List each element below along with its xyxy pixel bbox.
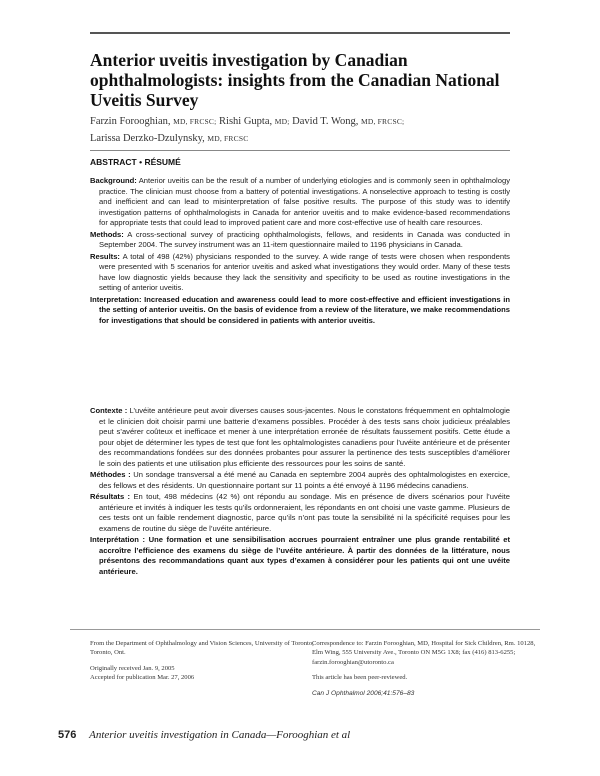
abstract-methods	[90, 230, 510, 251]
accepted-date: Accepted for publication Mar. 27, 2006	[90, 674, 195, 682]
section-text: Anterior uveitis can be the result of a number of underlying etiologies and is commonly seen in ophthalmology practice. The clinician must choose from a battery of potential investigations. A nonselective approach to testing is costly and inefficient and can lead to misinterpretation of false positive results. The purpose of this study was to identify investigation patterns of ophthalmologists in Canada for anterior uveitis and to make evidence-based recommendations for appropriate tests that could lead to improved patient care and more cost-effective use of health care resources.	[99, 176, 510, 227]
resume-interpretation	[90, 535, 510, 577]
author-list	[90, 113, 510, 147]
peer-review-note: This article has been peer-reviewed.	[312, 674, 408, 682]
footnote-left-column	[90, 639, 315, 683]
journal-citation: Can J Ophthalmol 2006;41:576–83	[312, 689, 415, 697]
running-title: Anterior uveitis investigation in Canada—Forooghian et al	[89, 729, 351, 741]
resume-contexte	[90, 406, 510, 469]
abstract-heading: ABSTRACT • RÉSUMÉ	[90, 157, 181, 167]
section-label: Background:	[90, 176, 137, 185]
abstract-english	[90, 176, 510, 327]
section-text: A total of 498 (42%) physicians responded to the survey. A wide range of tests were chosen when respondents were presented with 5 scenarios for anterior uveitis and asked what investigations they would order. Many of these tests have low diagnostic yields because they lack the sensitivity and specificity to be used as routine investigations in the setting of anterior uveitis.	[99, 251, 510, 292]
section-label: Résultats :	[90, 492, 131, 501]
author-degrees: MD, FRCSC;	[361, 117, 405, 126]
abstract-results	[90, 252, 510, 294]
footnote-rule	[70, 629, 540, 630]
affiliation-note: From the Department of Ophthalmology and Vision Sciences, University of Toronto, Toronto, Ont.	[90, 640, 314, 657]
author-degrees: MD, FRCSC	[207, 134, 249, 143]
section-label: Interprétation :	[90, 535, 146, 544]
section-text: Un sondage transversal a été mené au Canada en septembre 2004 auprès des ophtalmologistes en exercice, des fellows et des résidents. Un questionnaire portant sur 11 points a été envoyé à 1196 médecins canadiens.	[99, 470, 510, 490]
author-degrees: MD;	[274, 117, 290, 126]
abstract-interpretation	[90, 295, 510, 327]
footnote-right-column	[312, 639, 537, 698]
abstract-french	[90, 406, 510, 578]
article-title: Anterior uveitis investigation by Canadian ophthalmologists: insights from the Canadian National Uveitis Survey	[90, 50, 500, 110]
section-label: Results:	[90, 251, 120, 261]
section-text: En tout, 498 médecins (42 %) ont répondu au sondage. Mis en présence de divers scénarios pour l’uvéite antérieure et invités à indiquer les tests qu’ils ordonneraient, les répondants en ont choisi une vaste gamme. Plusieurs de ces tests ont un faible rendement diagnostic, parce qu’ils n’ont pas toute la sensibilité ni la spécificité requises pour les examens de routine du siège de l’uvéite antérieure.	[99, 492, 510, 533]
author-name: David T. Wong,	[292, 116, 359, 127]
top-rule	[90, 32, 510, 34]
abstract-background	[90, 176, 510, 229]
section-label: Méthodes :	[90, 470, 131, 479]
resume-methodes	[90, 470, 510, 491]
page-footer	[58, 729, 350, 741]
section-text: A cross-sectional survey of practicing ophthalmologists, fellows, and residents in Canada was conducted in September 2004. The survey instrument was an 11-item questionnaire mailed to 1196 physicians in Canada.	[99, 229, 510, 249]
section-text: Increased education and awareness could lead to more cost-effective and efficient investigations in the setting of anterior uveitis. On the basis of evidence from a review of the literature, we make recommendations for investigations that should be considered in patients with anterior uveitis.	[99, 294, 510, 325]
page-number: 576	[58, 729, 77, 741]
abstract-rule	[90, 150, 510, 151]
section-label: Methods:	[90, 229, 124, 239]
section-label: Interpretation:	[90, 294, 142, 304]
author-degrees: MD, FRCSC;	[173, 117, 217, 126]
section-text: Une formation et une sensibilisation accrues pourraient entraîner une plus grande rentabilité et accroître l’efficience des examens du siège de l’uvéite antérieure. À partir des données de la littérature, nous présentons des recommandations quant aux types d’examen à considérer pour les patients qui ont une uvéite antérieure.	[99, 535, 510, 576]
correspondence-note: Correspondence to: Farzin Forooghian, MD, Hospital for Sick Children, Rm. 10128, Elm Wing, 555 University Ave., Toronto ON M5G 1X8; fax (416) 813-6255; farzin.forooghian@utoronto.ca	[312, 640, 536, 666]
author-name: Larissa Derzko-Dzulynsky,	[90, 133, 205, 144]
section-text: L’uvéite antérieure peut avoir diverses causes sous-jacentes. Nous le constatons fréquemment en ophtalmologie et le clinicien doit choisir parmi une batterie d’examens possibles. Procéder à des tests sans choix judicieux préalables peut s’avérer coûteux et inefficace et mener à une interprétation erronée de résultats faussement positifs. Cette étude a pour objet de déterminer les types de test que font les ophtalmologistes canadiens pour l’uvéite antérieure et de présenter des recommandations fondées sur des données probantes pour assurer la pertinence des tests susceptibles d’améliorer le soin des patients et une utilisation plus efficiente des ressources pour les soins de santé.	[99, 406, 510, 468]
resume-resultats	[90, 492, 510, 534]
author-name: Farzin Forooghian,	[90, 116, 171, 127]
received-date: Originally received Jan. 9, 2005	[90, 664, 175, 672]
author-name: Rishi Gupta,	[219, 116, 273, 127]
section-label: Contexte :	[90, 406, 128, 415]
